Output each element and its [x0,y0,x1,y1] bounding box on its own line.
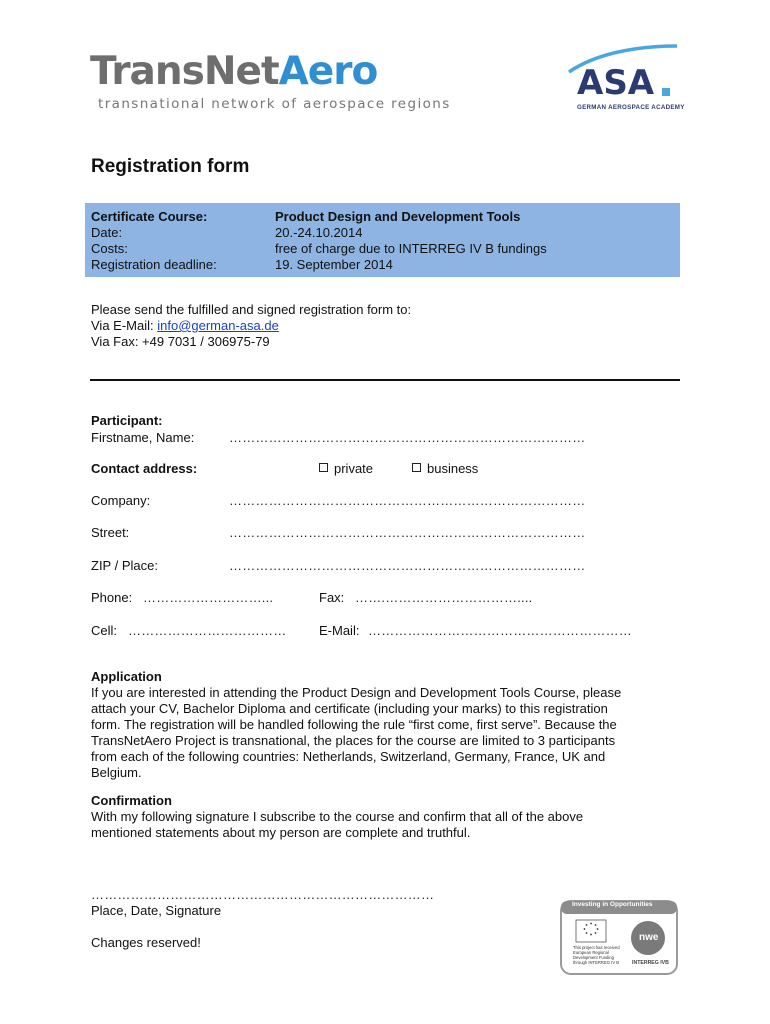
business-checkbox[interactable] [412,461,478,476]
send-fax-line: Via Fax: +49 7031 / 306975-79 [91,334,270,349]
course-value: Product Design and Development Tools [275,209,521,224]
application-heading: Application [91,669,162,684]
private-label: private [334,461,374,476]
course-info-box [85,203,680,277]
badge-text-line: This project has received [573,945,620,950]
contact-label: Contact address: [91,461,198,476]
logo-tagline: transnational network of aerospace regions [98,96,451,112]
badge-text-line: Development Funding [573,955,614,960]
email-label: E-Mail: [319,623,360,638]
course-label: Certificate Course: [91,209,208,224]
cell-field[interactable]: ……………………………… [128,623,287,638]
private-checkbox[interactable] [319,461,373,476]
participant-heading: Participant: [91,413,163,428]
interreg-badge [560,900,678,975]
asa-tagline: GERMAN AEROSPACE ACADEMY [577,104,685,111]
signature-field[interactable]: …………………………………………………………………… [91,887,435,902]
email-link[interactable]: info@german-asa.de [157,318,279,333]
costs-value: free of charge due to INTERREG IV B fundings [275,241,547,256]
application-line: attach your CV, Bachelor Diploma and certificate (including your marks) to this registration [91,701,608,716]
company-label: Company: [91,493,151,508]
fax-label: Fax: [319,590,345,605]
transnetaero-logo [90,49,451,114]
street-label: Street: [91,525,130,540]
badge-text-line: through INTERREG IV B [573,960,620,965]
application-line: form. The registration will be handled following the rule “first come, first serve”. Because the [91,717,617,732]
deadline-value: 19. September 2014 [275,257,393,272]
zip-label: ZIP / Place: [91,558,158,573]
application-line: If you are interested in attending the Product Design and Development Tools Course, please [91,685,622,700]
asa-logo [565,44,685,114]
name-label: Firstname, Name: [91,430,195,445]
phone-label: Phone: [91,590,133,605]
badge-text-line: European Regional [573,950,609,955]
cell-label: Cell: [91,623,118,638]
checkbox-icon [319,463,328,472]
checkbox-icon [412,463,421,472]
date-label: Date: [91,225,123,240]
logo-text-transnet: TransNet [90,49,279,94]
confirmation-line: With my following signature I subscribe to the course and confirm that all of the above [91,809,584,824]
signature-label: Place, Date, Signature [91,903,222,918]
nwe-logo: nwe [639,932,659,943]
deadline-label: Registration deadline: [91,257,217,272]
phone-field[interactable]: ………………………... [143,590,274,605]
logo-text-aero: Aero [278,49,378,94]
confirmation-line: mentioned statements about my person are complete and truthful. [91,825,471,840]
costs-label: Costs: [91,241,128,256]
fax-field[interactable]: …….………………………….... [355,590,533,605]
interreg-label: INTERREG IVB [632,960,669,966]
send-email-prefix: Via E-Mail: [91,318,158,333]
street-field[interactable]: ……………………………………………………………………… [229,525,586,540]
badge-title: Investing in Opportunities [572,901,653,908]
email-field[interactable]: …………………………………………………… [368,623,632,638]
date-value: 20.-24.10.2014 [275,225,363,240]
name-field[interactable]: ……………………………………………………………………… [229,430,586,445]
zip-field[interactable]: ……………………………………………………………………… [229,558,586,573]
application-line: Belgium. [91,765,142,780]
divider [90,379,680,381]
application-line: from each of the following countries: Netherlands, Switzerland, Germany, France, UK and [91,749,606,764]
badge-text [573,945,620,965]
page-title: Registration form [91,156,250,177]
send-instructions: Please send the fulfilled and signed registration form to: [91,302,412,317]
company-field[interactable]: ……………………………………………………………………… [229,493,586,508]
confirmation-section [91,793,691,841]
application-section [91,669,691,781]
asa-dot-icon [662,88,670,96]
business-label: business [427,461,479,476]
asa-logo-text: ASA [577,63,655,103]
changes-note: Changes reserved! [91,935,201,950]
application-line: TransNetAero Project is transnational, the places for the course are limited to 3 participants [91,733,616,748]
confirmation-heading: Confirmation [91,793,172,808]
send-email-line [91,318,279,334]
